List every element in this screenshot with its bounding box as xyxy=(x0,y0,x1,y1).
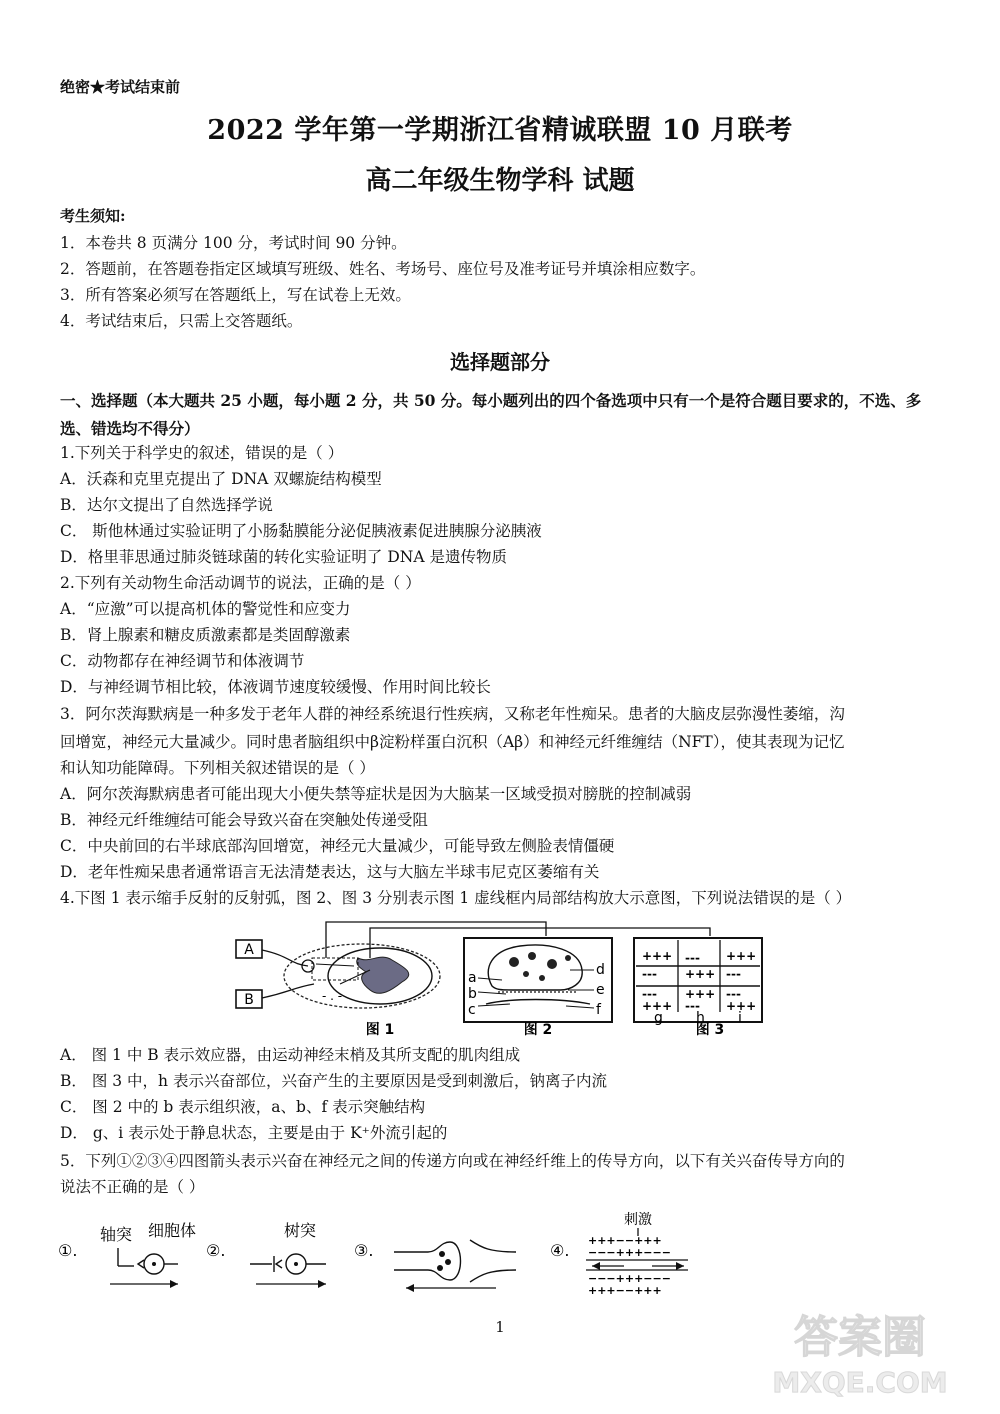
figure-number-4: ④. xyxy=(550,1241,570,1260)
svg-text:- . -: - . - xyxy=(322,989,343,1003)
fig3-charge: --- xyxy=(726,967,741,981)
notice-item: 4．考试结束后，只需上交答题纸。 xyxy=(60,312,303,330)
question-4-option-a: A． 图 1 中 B 表示效应器，由运动神经末梢及其所支配的肌肉组成 xyxy=(60,1046,521,1064)
question-4-option-c: C． 图 2 中的 b 表示组织液，a、b、f 表示突触结构 xyxy=(60,1098,426,1116)
svg-text:−−−+++−−−: −−−+++−−− xyxy=(588,1272,671,1285)
cell-body-label: 细胞体 xyxy=(148,1221,197,1240)
fig3-charge: --- xyxy=(642,987,657,1001)
confidential-label: 绝密★考试结束前 xyxy=(60,78,181,96)
dendrite-label: 树突 xyxy=(284,1221,317,1240)
question-1-stem: 1.下列关于科学史的叙述，错误的是（ ） xyxy=(60,444,344,462)
part-heading: 一、选择题（本大题共 25 小题，每小题 2 分，共 50 分。每小题列出的四个备选项中只有一个是符合题目要求的，不选、多选、错选均不得分） xyxy=(60,391,922,438)
question-1-option-a: A．沃森和克里克提出了 DNA 双螺旋结构模型 xyxy=(60,470,382,488)
fig2-label-f: f xyxy=(596,1002,601,1018)
notice-item: 3．所有答案必须写在答题纸上，写在试卷上无效。 xyxy=(60,286,411,304)
figure-1-caption: 图 1 xyxy=(365,1022,395,1038)
question-1-option-d: D．格里菲思通过肺炎链球菌的转化实验证明了 DNA 是遗传物质 xyxy=(60,548,507,566)
reflex-arc-figure xyxy=(230,918,770,1040)
question-3-option-a: A．阿尔茨海默病患者可能出现大小便失禁等症状是因为大脑某一区域受损对膀胱的控制减弱 xyxy=(60,785,692,803)
svg-text:+++−−+++: +++−−+++ xyxy=(588,1284,662,1296)
question-2-option-d: D．与神经调节相比较，体液调节速度较缓慢、作用时间比较长 xyxy=(60,678,491,696)
fig3-label-g: g xyxy=(654,1010,663,1026)
page-number: 1 xyxy=(495,1318,505,1336)
fig2-label-b: b xyxy=(468,986,477,1002)
fig3-charge: +++ xyxy=(642,949,673,963)
fig2-label-e: e xyxy=(596,982,605,998)
notice-item: 2．答题前，在答题卷指定区域填写班级、姓名、考场号、座位号及准考证号并填涂相应数字。 xyxy=(60,260,706,278)
axon-label: 轴突 xyxy=(100,1225,133,1244)
question-3-stem-line: 3．阿尔茨海默病是一种多发于老年人群的神经系统退行性疾病，又称老年性痴呆。患者的大脑皮层弥漫性萎缩，沟 xyxy=(60,705,845,723)
fig2-label-d: d xyxy=(596,962,605,978)
fig2-label-c: c xyxy=(468,1002,476,1018)
question-3-option-c: C．中央前回的右半球底部沟回增宽，神经元大量减少，可能导致左侧脸表情僵硬 xyxy=(60,837,615,855)
figure-number-3: ③. xyxy=(354,1241,374,1260)
svg-text:−−−+++−−−: −−−+++−−− xyxy=(588,1246,671,1259)
question-2-option-b: B．肾上腺素和糖皮质激素都是类固醇激素 xyxy=(60,626,351,644)
fig3-charge: --- xyxy=(726,987,741,1001)
fig2-label-a: a xyxy=(468,970,477,986)
exam-title: 2022 学年第一学期浙江省精诚联盟 10 月联考 xyxy=(207,115,793,146)
exam-subtitle: 高二年级生物学科 试题 xyxy=(365,166,635,196)
watermark-url: MXQE.COM xyxy=(772,1366,948,1399)
fig3-label-h: h xyxy=(696,1010,705,1026)
notice-heading: 考生须知: xyxy=(60,207,126,225)
question-5-stem-line: 5．下列①②③④四图箭头表示兴奋在神经元之间的传递方向或在神经纤维上的传导方向，以下有关兴奋传导方向的 xyxy=(60,1152,845,1170)
notice-item: 1．本卷共 8 页满分 100 分，考试时间 90 分钟。 xyxy=(60,234,407,252)
question-3-stem-line: 回增宽，神经元大量减少。同时患者脑组织中β淀粉样蛋白沉积（Aβ）和神经元纤维缠结（NFT），使其表现为记忆 xyxy=(60,733,845,751)
fig3-charge: +++ xyxy=(726,999,757,1013)
watermark-text: 答案圈 xyxy=(794,1312,926,1363)
figure-number-2: ②. xyxy=(206,1241,226,1260)
question-2-option-a: A．“应激”可以提高机体的警觉性和应变力 xyxy=(60,600,351,618)
fig3-charge: +++ xyxy=(685,987,716,1001)
fig3-charge: --- xyxy=(685,951,700,965)
transmission-direction-figure xyxy=(56,1204,696,1296)
question-3-option-b: B．神经元纤维缠结可能会导致兴奋在突触处传递受阻 xyxy=(60,811,428,829)
fig3-charge: --- xyxy=(685,999,700,1013)
question-4-option-b: B． 图 3 中，h 表示兴奋部位，兴奋产生的主要原因是受到刺激后，钠离子内流 xyxy=(60,1072,607,1090)
question-2-stem: 2.下列有关动物生命活动调节的说法，正确的是（ ） xyxy=(60,574,421,592)
fig3-charge: +++ xyxy=(685,967,716,981)
question-4-stem: 4.下图 1 表示缩手反射的反射弧，图 2、图 3 分别表示图 1 虚线框内局部结构放大示意图，下列说法错误的是（ ） xyxy=(60,889,852,907)
box-b-label: B xyxy=(244,992,254,1008)
section-title: 选择题部分 xyxy=(450,350,550,374)
figure-number-1: ①. xyxy=(58,1241,78,1260)
question-5-stem-line: 说法不正确的是（ ） xyxy=(60,1178,205,1196)
question-3-stem-line: 和认知功能障碍。下列相关叙述错误的是（ ） xyxy=(60,759,375,777)
figure-3-caption: 图 3 xyxy=(695,1022,725,1038)
question-1-option-b: B．达尔文提出了自然选择学说 xyxy=(60,496,273,514)
question-2-option-c: C．动物都存在神经调节和体液调节 xyxy=(60,652,305,670)
question-1-option-c: C． 斯他林通过实验证明了小肠黏膜能分泌促胰液素促进胰腺分泌胰液 xyxy=(60,522,542,540)
fig3-charge: +++ xyxy=(642,999,673,1013)
svg-text:+++−−+++: +++−−+++ xyxy=(588,1234,662,1247)
figure-2-caption: 图 2 xyxy=(523,1022,553,1038)
question-4-option-d: D． g、i 表示处于静息状态，主要是由于 K⁺外流引起的 xyxy=(60,1124,448,1142)
question-3-option-d: D．老年性痴呆患者通常语言无法清楚表达，这与大脑左半球韦尼克区萎缩有关 xyxy=(60,863,600,881)
box-a-label: A xyxy=(244,942,254,958)
fig3-charge: +++ xyxy=(726,949,757,963)
stimulus-label: 刺激 xyxy=(624,1212,652,1228)
watermark-logo xyxy=(750,1300,970,1400)
fig3-label-i: i xyxy=(738,1010,742,1026)
fig3-charge: --- xyxy=(642,967,657,981)
